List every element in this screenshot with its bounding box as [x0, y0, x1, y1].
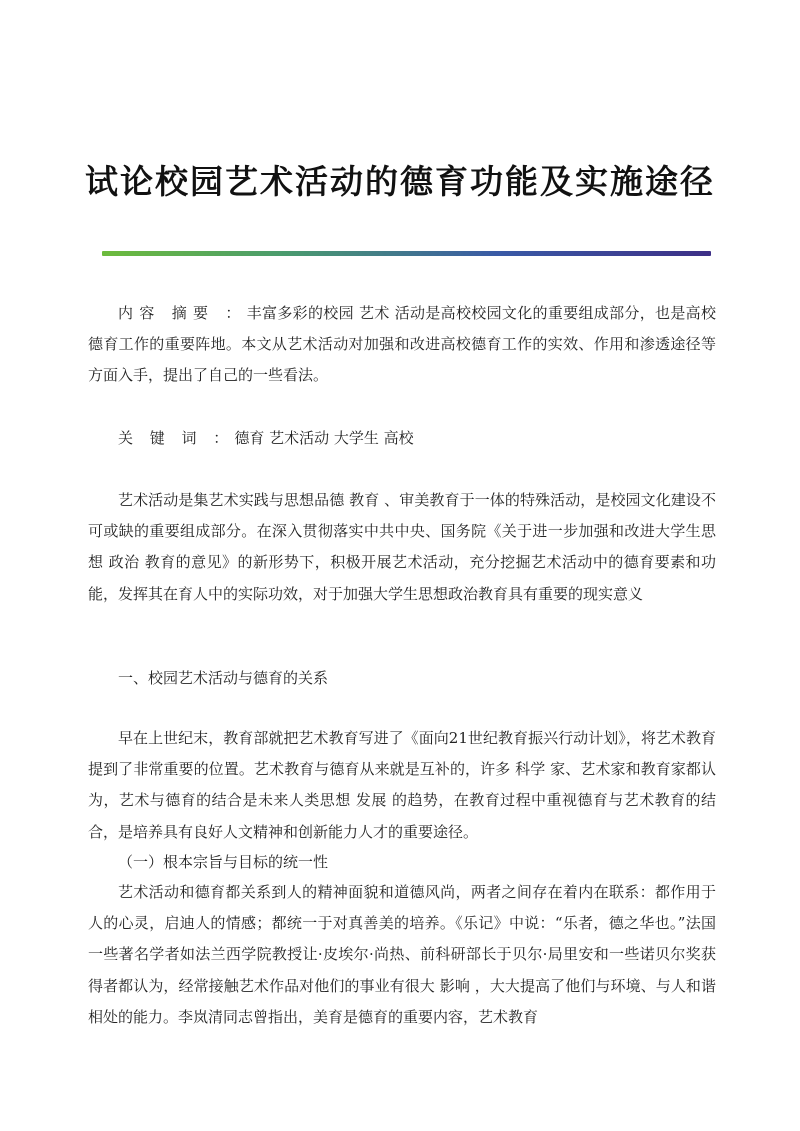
- subsection-1-block: [88, 877, 716, 1033]
- abstract-label: 内容 摘要 ：: [118, 304, 247, 322]
- section-heading-block: [88, 663, 716, 694]
- keywords-block: [88, 423, 716, 454]
- title-divider: [102, 251, 711, 256]
- keywords-text: 德育 艺术活动 大学生 高校: [234, 429, 414, 447]
- section-1-block: [88, 723, 716, 848]
- intro-block: [88, 485, 716, 610]
- section-1-heading: 一、校园艺术活动与德育的关系: [118, 669, 329, 687]
- section-1-paragraph: 早在上世纪末，教育部就把艺术教育写进了《面向21世纪教育振兴行动计划》，将艺术教育提到了非常重要的位置。艺术教育与德育从来就是互补的，许多 科学 家、艺术家和教育家都认为，艺术与德育的结合是未来人类思想 发展 的趋势，在教育过程中重视德育与艺术教育的结合，是培养具有良好人文精神和创新能力人才的重要途径。: [88, 729, 716, 841]
- subsection-heading-block: [88, 847, 716, 878]
- abstract-text: 丰富多彩的校园 艺术 活动是高校校园文化的重要组成部分，也是高校德育工作的重要阵地。本文从艺术活动对加强和改进高校德育工作的实效、作用和渗透途径等方面入手，提出了自己的一些看法。: [88, 304, 716, 385]
- abstract-block: [88, 298, 716, 392]
- subsection-1-heading: （一）根本宗旨与目标的统一性: [118, 853, 329, 871]
- page-title: 试论校园艺术活动的德育功能及实施途径: [85, 162, 715, 201]
- keywords-label: 关 键 词 ：: [118, 429, 235, 447]
- intro-paragraph: 艺术活动是集艺术实践与思想品德 教育 、审美教育于一体的特殊活动，是校园文化建设不可或缺的重要组成部分。在深入贯彻落实中共中央、国务院《关于进一步加强和改进大学生思想 政治 教育的意见》的新形势下，积极开展艺术活动，充分挖掘艺术活动中的德育要素和功能，发挥其在育人中的实际功效，对于加强大学生思想政治教育具有重要的现实意义: [88, 491, 716, 603]
- subsection-1-paragraph: 艺术活动和德育都关系到人的精神面貌和道德风尚，两者之间存在着内在联系：都作用于人的心灵，启迪人的情感；都统一于对真善美的培养。《乐记》中说：“乐者，德之华也。”法国一些著名学者如法兰西学院教授让·皮埃尔·尚热、前科研部长于贝尔·局里安和一些诺贝尔奖获得者都认为，经常接触艺术作品对他们的事业有很大 影响 ，大大提高了他们与环境、与人和谐相处的能力。李岚清同志曾指出，美育是德育的重要内容，艺术教育: [88, 883, 716, 1026]
